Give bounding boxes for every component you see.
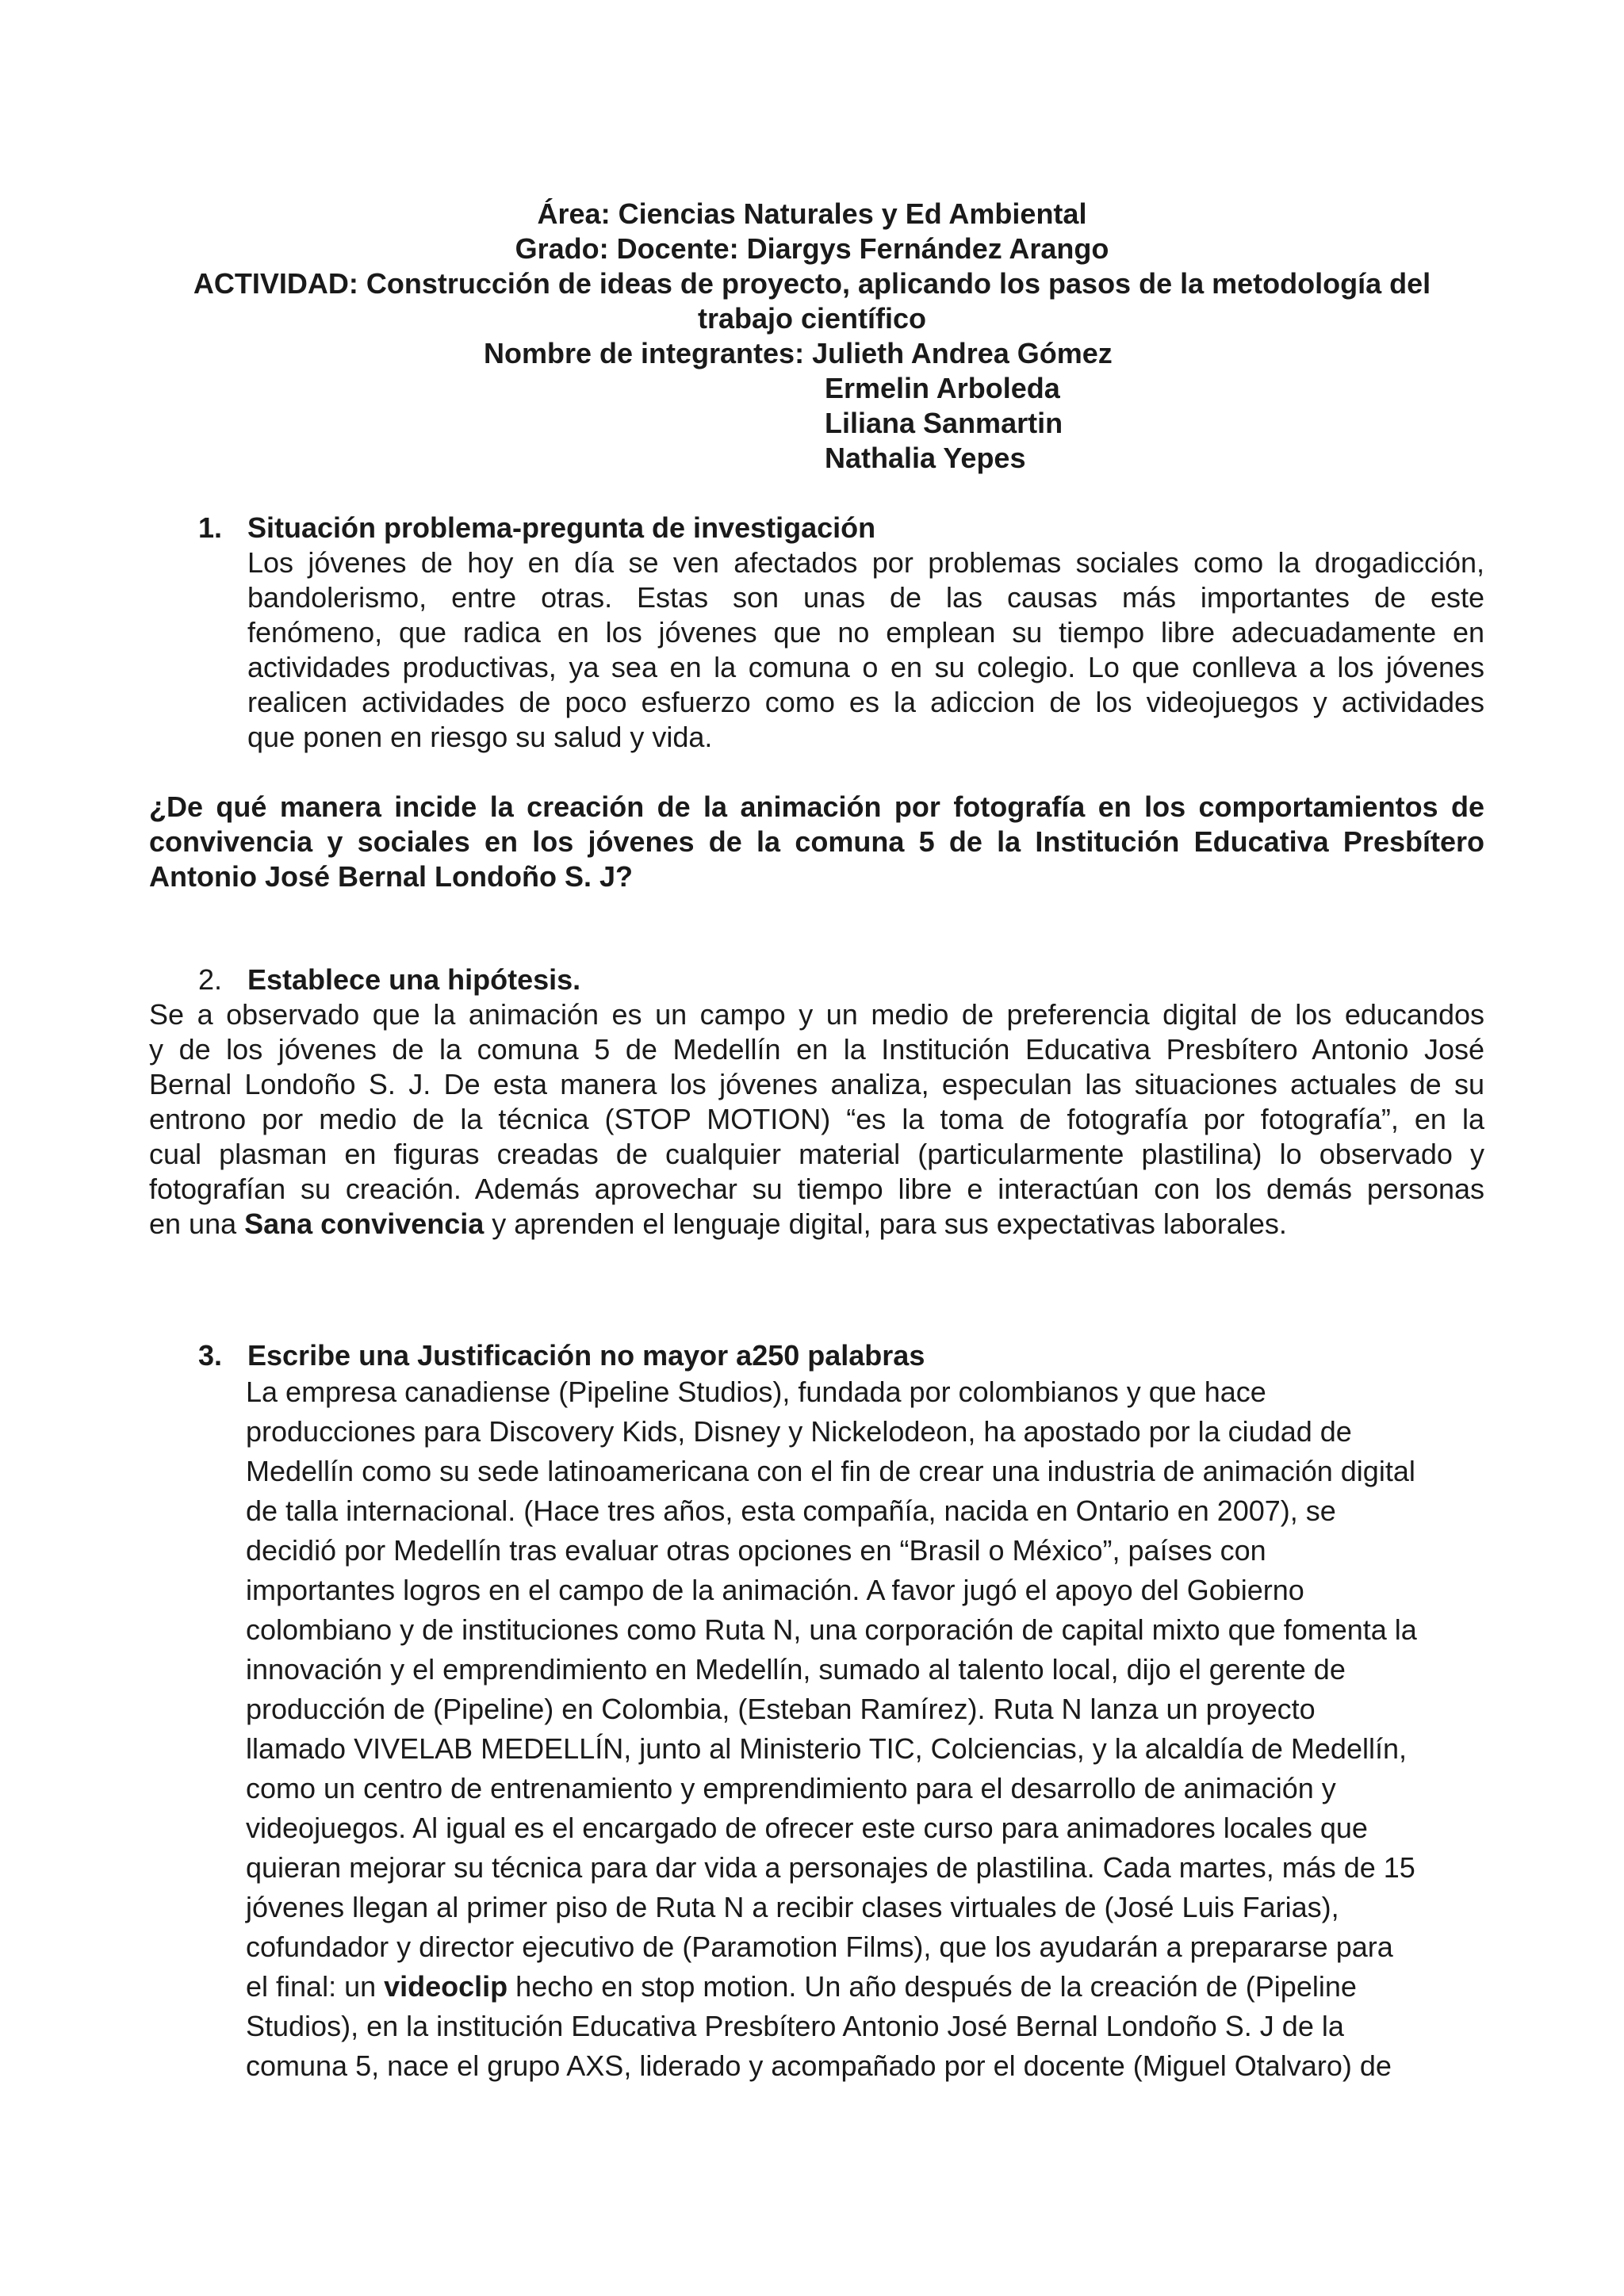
justification-line: producciones para Discovery Kids, Disney y Nickelodeon, ha apostado por la ciudad de — [246, 1415, 1352, 1448]
justification-line: de talla internacional. (Hace tres años, esta compañía, nacida en Ontario en 2007), se — [246, 1494, 1336, 1527]
body-line: cual plasman en figuras creadas de cualquier material (particularmente plastilina) lo observado y — [149, 1138, 1484, 1170]
justification-line: como un centro de entrenamiento y emprendimiento para el desarrollo de animación y — [246, 1772, 1336, 1804]
section-3-number: 3. — [198, 1339, 223, 1372]
body-line: realicen actividades de poco esfuerzo como es la adiccion de los videojuegos y actividades — [247, 686, 1484, 718]
justification-line: innovación y el emprendimiento en Medellín, sumado al talento local, dijo el gerente de — [246, 1653, 1346, 1686]
sana-convivencia-bold: Sana convivencia — [244, 1207, 485, 1240]
integrante-name: Ermelin Arboleda — [825, 372, 1060, 404]
section-1-number: 1. — [198, 511, 223, 544]
justification-line: colombiano y de instituciones como Ruta N, una corporación de capital mixto que fomenta la — [246, 1613, 1417, 1646]
justification-line: llamado VIVELAB MEDELLÍN, junto al Ministerio TIC, Colciencias, y la alcaldía de Medellín, — [246, 1732, 1407, 1765]
body-line: Bernal Londoño S. J. De esta manera los jóvenes analiza, especulan las situaciones actuales de su — [149, 1068, 1484, 1100]
question-line: ¿De qué manera incide la creación de la animación por fotografía en los comportamientos de — [149, 790, 1484, 823]
justification-line: importantes logros en el campo de la animación. A favor jugó el apoyo del Gobierno — [246, 1574, 1304, 1606]
body-line: y de los jóvenes de la comuna 5 de Medellín en la Institución Educativa Presbítero Antonio José — [149, 1033, 1484, 1066]
body-line: fotografían su creación. Además aprovechar su tiempo libre e interactúan con los demás personas — [149, 1173, 1484, 1205]
justification-line: cofundador y director ejecutivo de (Paramotion Films), que los ayudarán a prepararse para — [246, 1931, 1393, 1963]
section-2-body — [149, 997, 1484, 1242]
section-2-number: 2. — [198, 963, 223, 996]
justification-line: jóvenes llegan al primer piso de Ruta N a recibir clases virtuales de (José Luis Farias), — [246, 1891, 1339, 1923]
justification-line: quieran mejorar su técnica para dar vida a personajes de plastilina. Cada martes, más de 15 — [246, 1851, 1415, 1884]
actividad-heading-line-1: ACTIVIDAD: Construcción de ideas de proyecto, aplicando los pasos de la metodología del — [193, 267, 1431, 300]
justification-line: Studios), en la institución Educativa Presbítero Antonio José Bernal Londoño S. J de la — [246, 2010, 1344, 2042]
integrante-name: Nathalia Yepes — [825, 442, 1026, 474]
body-line: fenómeno, que radica en los jóvenes que no emplean su tiempo libre adecuadamente en — [247, 616, 1484, 649]
integrantes-label: Nombre de integrantes: Julieth Andrea Gómez — [484, 337, 1113, 369]
justification-line: La empresa canadiense (Pipeline Studios), fundada por colombianos y que hace — [246, 1376, 1266, 1408]
justification-line: videojuegos. Al igual es el encargado de ofrecer este curso para animadores locales que — [246, 1812, 1368, 1844]
section-1-body — [247, 545, 1484, 755]
section-2-heading — [198, 962, 580, 997]
actividad-heading-line-2: trabajo científico — [697, 302, 927, 335]
section-1-heading — [198, 511, 875, 545]
justification-line: decidió por Medellín tras evaluar otras opciones en “Brasil o México”, países con — [246, 1534, 1266, 1567]
body-line: bandolerismo, entre otras. Estas son unas de las causas más importantes de este — [247, 581, 1484, 614]
grado-heading: Grado: Docente: Diargys Fernández Arango — [515, 232, 1109, 265]
body-line: que ponen en riesgo su salud y vida. — [247, 721, 713, 753]
body-line: entrono por medio de la técnica (STOP MOTION) “es la toma de fotografía por fotografía”, en la — [149, 1103, 1484, 1135]
body-line-last — [149, 1207, 1484, 1242]
section-3-heading — [198, 1338, 925, 1373]
text-run: hecho en stop motion. Un año después de la creación de (Pipeline — [508, 1970, 1357, 2003]
justification-line: producción de (Pipeline) en Colombia, (Esteban Ramírez). Ruta N lanza un proyecto — [246, 1693, 1316, 1725]
videoclip-bold: videoclip — [384, 1970, 508, 2003]
body-line: Se a observado que la animación es un campo y un medio de preferencia digital de los educandos — [149, 998, 1484, 1031]
text-run: y aprenden el lenguaje digital, para sus expectativas laborales. — [484, 1207, 1287, 1240]
question-line: Antonio José Bernal Londoño S. J? — [149, 860, 634, 893]
justification-line: Medellín como su sede latinoamericana con el fin de crear una industria de animación digital — [246, 1455, 1415, 1487]
section-3-title: Escribe una Justificación no mayor a250 palabras — [247, 1339, 925, 1372]
body-line: Los jóvenes de hoy en día se ven afectados por problemas sociales como la drogadicción, — [247, 546, 1484, 579]
integrantes-block — [0, 336, 1624, 476]
section-2-title: Establece una hipótesis. — [247, 963, 581, 996]
justification-line-videoclip — [246, 1970, 1357, 2003]
question-line: convivencia y sociales en los jóvenes de la comuna 5 de la Institución Educativa Presbítero — [149, 825, 1484, 858]
body-line: actividades productivas, ya sea en la comuna o en su colegio. Lo que conlleva a los jóvenes — [247, 651, 1484, 683]
area-heading: Área: Ciencias Naturales y Ed Ambiental — [537, 197, 1087, 230]
justification-line: comuna 5, nace el grupo AXS, liderado y acompañado por el docente (Miguel Otalvaro) de — [246, 2049, 1392, 2082]
text-run: en una — [149, 1207, 245, 1240]
integrante-name: Liliana Sanmartin — [825, 407, 1063, 439]
section-1-title: Situación problema-pregunta de investigación — [247, 511, 876, 544]
text-run: el final: un — [246, 1970, 385, 2003]
research-question — [149, 790, 1484, 894]
